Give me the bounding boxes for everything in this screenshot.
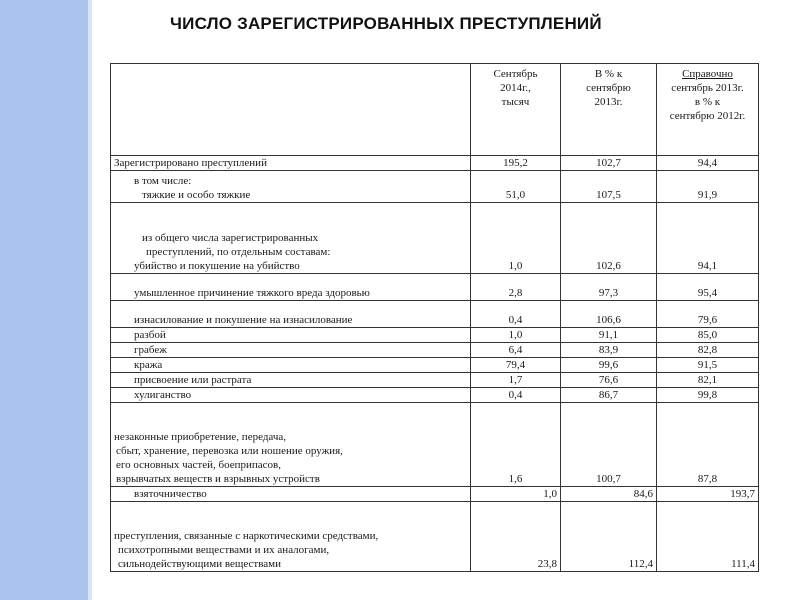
row-label: преступления, связанные с наркотическими средствами, психотропными веществами и их аналогами, сильнодействующими веществами <box>111 502 471 572</box>
value-reference: 82,8 <box>657 343 759 358</box>
row-label: грабеж <box>111 343 471 358</box>
crime-statistics-table <box>110 63 759 572</box>
value-sep-2014: 0,4 <box>471 388 561 403</box>
side-decoration-bar <box>0 0 88 600</box>
value-reference: 95,4 <box>657 274 759 301</box>
row-label: умышленное причинение тяжкого вреда здоровью <box>111 274 471 301</box>
header-september-2014: Сентябрь 2014г., тысяч <box>471 64 561 156</box>
header-percent-2013: В % к сентябрю 2013г. <box>561 64 657 156</box>
table-row <box>111 502 759 572</box>
row-label: разбой <box>111 328 471 343</box>
page-title: ЧИСЛО ЗАРЕГИСТРИРОВАННЫХ ПРЕСТУПЛЕНИЙ <box>170 14 602 33</box>
value-percent-2013: 97,3 <box>561 274 657 301</box>
side-decoration-edge <box>88 0 92 600</box>
value-percent-2013: 86,7 <box>561 388 657 403</box>
row-label: хулиганство <box>111 388 471 403</box>
value-sep-2014: 1,7 <box>471 373 561 388</box>
row-label: незаконные приобретение, передача, сбыт, хранение, перевозка или ношение оружия, его основных частей, боеприпасов, взрывчатых веществ и взрывных устройств <box>111 403 471 487</box>
value-sep-2014: 2,8 <box>471 274 561 301</box>
row-label: Зарегистрировано преступлений <box>111 156 471 171</box>
table-row <box>111 487 759 502</box>
value-reference: 87,8 <box>657 403 759 487</box>
table-row <box>111 156 759 171</box>
value-reference: 91,9 <box>657 171 759 203</box>
value-sep-2014: 79,4 <box>471 358 561 373</box>
value-reference: 91,5 <box>657 358 759 373</box>
row-label: присвоение или растрата <box>111 373 471 388</box>
table-row <box>111 171 759 203</box>
value-percent-2013: 106,6 <box>561 301 657 328</box>
value-reference: 94,4 <box>657 156 759 171</box>
table-header-row <box>111 64 759 156</box>
value-sep-2014: 0,4 <box>471 301 561 328</box>
table-row <box>111 274 759 301</box>
table-row <box>111 403 759 487</box>
value-percent-2013: 102,6 <box>561 203 657 274</box>
header-reference: Справочно сентябрь 2013г. в % к сентябрю 2012г. <box>657 64 759 156</box>
value-sep-2014: 195,2 <box>471 156 561 171</box>
value-sep-2014: 1,6 <box>471 403 561 487</box>
value-reference: 94,1 <box>657 203 759 274</box>
value-sep-2014: 1,0 <box>471 328 561 343</box>
value-reference: 193,7 <box>657 487 759 502</box>
value-sep-2014: 51,0 <box>471 171 561 203</box>
value-percent-2013: 112,4 <box>561 502 657 572</box>
header-empty-cell <box>111 64 471 156</box>
value-reference: 82,1 <box>657 373 759 388</box>
value-sep-2014: 1,0 <box>471 203 561 274</box>
table-row <box>111 328 759 343</box>
value-percent-2013: 84,6 <box>561 487 657 502</box>
row-label: изнасилование и покушение на изнасилование <box>111 301 471 328</box>
value-percent-2013: 91,1 <box>561 328 657 343</box>
value-reference: 85,0 <box>657 328 759 343</box>
value-sep-2014: 1,0 <box>471 487 561 502</box>
value-reference: 99,8 <box>657 388 759 403</box>
row-label: взяточничество <box>111 487 471 502</box>
value-percent-2013: 83,9 <box>561 343 657 358</box>
row-label: из общего числа зарегистрированных преступлений, по отдельным составам: убийство и покушение на убийство <box>111 203 471 274</box>
row-label: кража <box>111 358 471 373</box>
row-label: в том числе: тяжкие и особо тяжкие <box>111 171 471 203</box>
table-row <box>111 388 759 403</box>
value-reference: 79,6 <box>657 301 759 328</box>
value-percent-2013: 102,7 <box>561 156 657 171</box>
value-sep-2014: 6,4 <box>471 343 561 358</box>
value-percent-2013: 99,6 <box>561 358 657 373</box>
value-sep-2014: 23,8 <box>471 502 561 572</box>
table-row <box>111 203 759 274</box>
value-percent-2013: 76,6 <box>561 373 657 388</box>
value-percent-2013: 100,7 <box>561 403 657 487</box>
table-row <box>111 343 759 358</box>
table-row <box>111 301 759 328</box>
table-row <box>111 358 759 373</box>
value-percent-2013: 107,5 <box>561 171 657 203</box>
value-reference: 111,4 <box>657 502 759 572</box>
table-row <box>111 373 759 388</box>
